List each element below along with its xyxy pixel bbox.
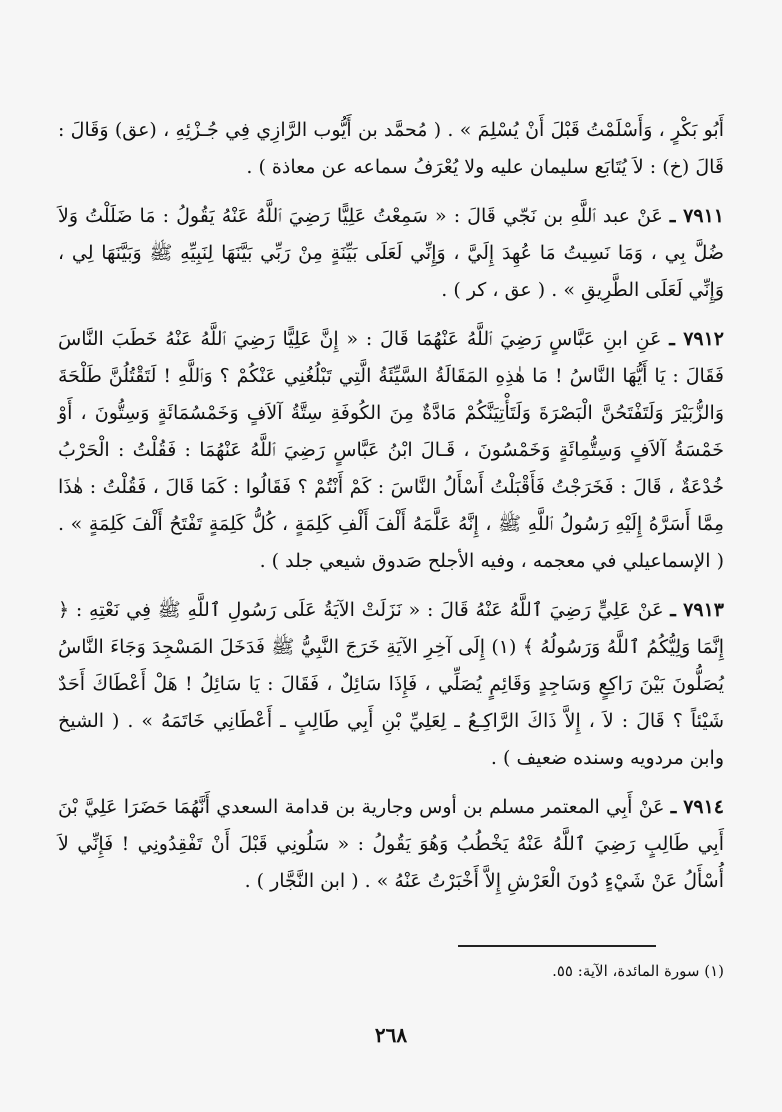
footnote: (١) سورة المائدة، الآية: ٥٥. bbox=[552, 962, 724, 980]
paragraph-text: عَنْ عَلِيٍّ رَضِيَ ٱللَّهُ عَنْهُ قَالَ : « نَزَلَتْ الآيَةُ عَلَى رَسُولِ ٱللَّهِ ﷺ فِي نَعْتِهِ : ﴿ إِنَّمَا وَلِيُّكُمُ ٱللَّهُ وَرَسُولُهُ ﴾ (١) إِلَى آخِرِ الآيَةِ خَرَجَ النَّبِيُّ ﷺ فَدَخَلَ المَسْجِدَ وَجَاءَ النَّاسُ يُصَلُّونَ بَيْنَ رَاكِعٍ وَسَاجِدٍ وَقَائِمٍ يُصَلِّي ، فَإِذَا سَائِلٌ ، فَقَالَ : يَا سَائِلُ ! هَلْ أَعْطَاكَ أَحَدٌ شَيْئاً ؟ قَالَ : لاَ ، إِلاَّ ذَاكَ الرَّاكِـعُ ـ لِعَلِيِّ بْنِ أَبِي طَالِبٍ ـ أَعْطَانِي خَاتَمَهُ » . ( الشيخ وابن مردويه وسنده ضعيف ) . bbox=[58, 599, 724, 769]
hadith-number: ٧٩١٢ ـ bbox=[669, 328, 725, 350]
paragraph-text: عَنِ ابنِ عَبَّاسٍ رَضِيَ ٱللَّهُ عَنْهُمَا قَالَ : « إِنَّ عَلِيًّا رَضِيَ ٱللَّهُ عَنْهُ خَطَبَ النَّاسَ فَقَالَ : يَا أَيُّهَا النَّاسُ ! مَا هٰذِهِ المَقَالَةُ السَّيِّئَةُ الَّتِي تَبْلُغُنِي عَنْكُمْ ؟ وَٱللَّهِ ! لَتَقْتُلُنَّ طَلْحَةَ وَالزُّبَيْرَ وَلَتَفْتَحُنَّ الْبَصْرَةَ وَلَتَأْتِيَنَّكُمْ مَادَّةٌ مِنَ الكُوفَةِ سِتَّةُ آلاَفٍ وَخَمْسُمَائَةٍ وَسِتُّونَ ، أَوْ خَمْسَةُ آلاَفٍ وَسِتُّمِائَةٍ وَخَمْسُونَ ، قَـالَ ابْنُ عَبَّاسٍ رَضِيَ ٱللَّهُ عَنْهُمَا : فَقُلْتُ : الْحَرْبُ خُدْعَةٌ ، قَالَ : فَخَرَجْتُ فَأَقْبَلْتُ أَسْأَلُ النَّاسَ : كَمْ أَنْتُمْ ؟ فَقَالُوا : كَمَا قَالَ ، فَقُلْتُ : هٰذَا مِمَّا أَسَرَّهُ إِلَيْهِ رَسُولُ ٱللَّهِ ﷺ ، إِنَّهُ عَلَّمَهُ أَلْفَ أَلْفِ كَلِمَةٍ ، كُلُّ كَلِمَةٍ تَفْتَحُ أَلْفَ كَلِمَةٍ » . ( الإسماعيلي في معجمه ، وفيه الأجلح صَدوق شيعي جلد ) . bbox=[58, 328, 724, 572]
paragraph-7913 bbox=[58, 592, 724, 777]
paragraph-text: عَنْ أَبِي المعتمر مسلم بن أوس وجارية بن قدامة السعدي أَنَّهُمَا حَضَرَا عَلِيَّ بْنَ أَبِي طَالِبٍ رَضِيَ ٱللَّهُ عَنْهُ يَخْطُبُ وَهُوَ يَقُولُ : « سَلُونِي قَبْلَ أَنْ تَفْقِدُونِي ! فَإِنِّي لاَ أُسْأَلُ عَنْ شَيْءٍ دُونَ الْعَرْشِ إِلاَّ أَخْبَرْتُ عَنْهُ » . ( ابن النَّجَّار ) . bbox=[58, 796, 724, 892]
paragraph-0 bbox=[58, 112, 724, 186]
paragraph-7911 bbox=[58, 198, 724, 309]
footnote-divider bbox=[458, 945, 656, 947]
paragraph-7912 bbox=[58, 321, 724, 580]
page-number: ٢٦٨ bbox=[374, 1023, 408, 1047]
paragraph-text: عَنْ عبد ٱللَّهِ بن نَجّي قَالَ : « سَمِعْتُ عَلِيًّا رَضِيَ ٱللَّهُ عَنْهُ يَقُولُ : مَا ضَلَلْتُ وَلاَ ضُلَّ بِي ، وَمَا نَسِيتُ مَا عُهِدَ إِلَيَّ ، وَإِنِّي لَعَلَى بَيِّنَةٍ مِنْ رَبِّي بَيَّنَهَا لِنَبِيِّهِ ﷺ وَبَيَّنَهَا لِي ، وَإِنِّي لَعَلَى الطَّرِيقِ » . ( عق ، كر ) . bbox=[58, 205, 724, 301]
hadith-number: ٧٩١١ ـ bbox=[669, 205, 724, 227]
hadith-number: ٧٩١٣ ـ bbox=[670, 599, 724, 621]
paragraph-text: أَبُو بَكْرٍ ، وَأَسْلَمْتُ قَبْلَ أَنْ يُسْلِمَ » . ( مُحمَّد بن أَيُّوب الرَّازِي فِي جُـزْئِهِ ، (عق) وَقَالَ : قَالَ (خ) : لاَ يُتَابَع سليمان عليه ولا يُعْرَفُ سماعه عن معاذة ) . bbox=[58, 119, 724, 178]
paragraph-7914 bbox=[58, 789, 724, 900]
hadith-number: ٧٩١٤ ـ bbox=[670, 796, 725, 818]
